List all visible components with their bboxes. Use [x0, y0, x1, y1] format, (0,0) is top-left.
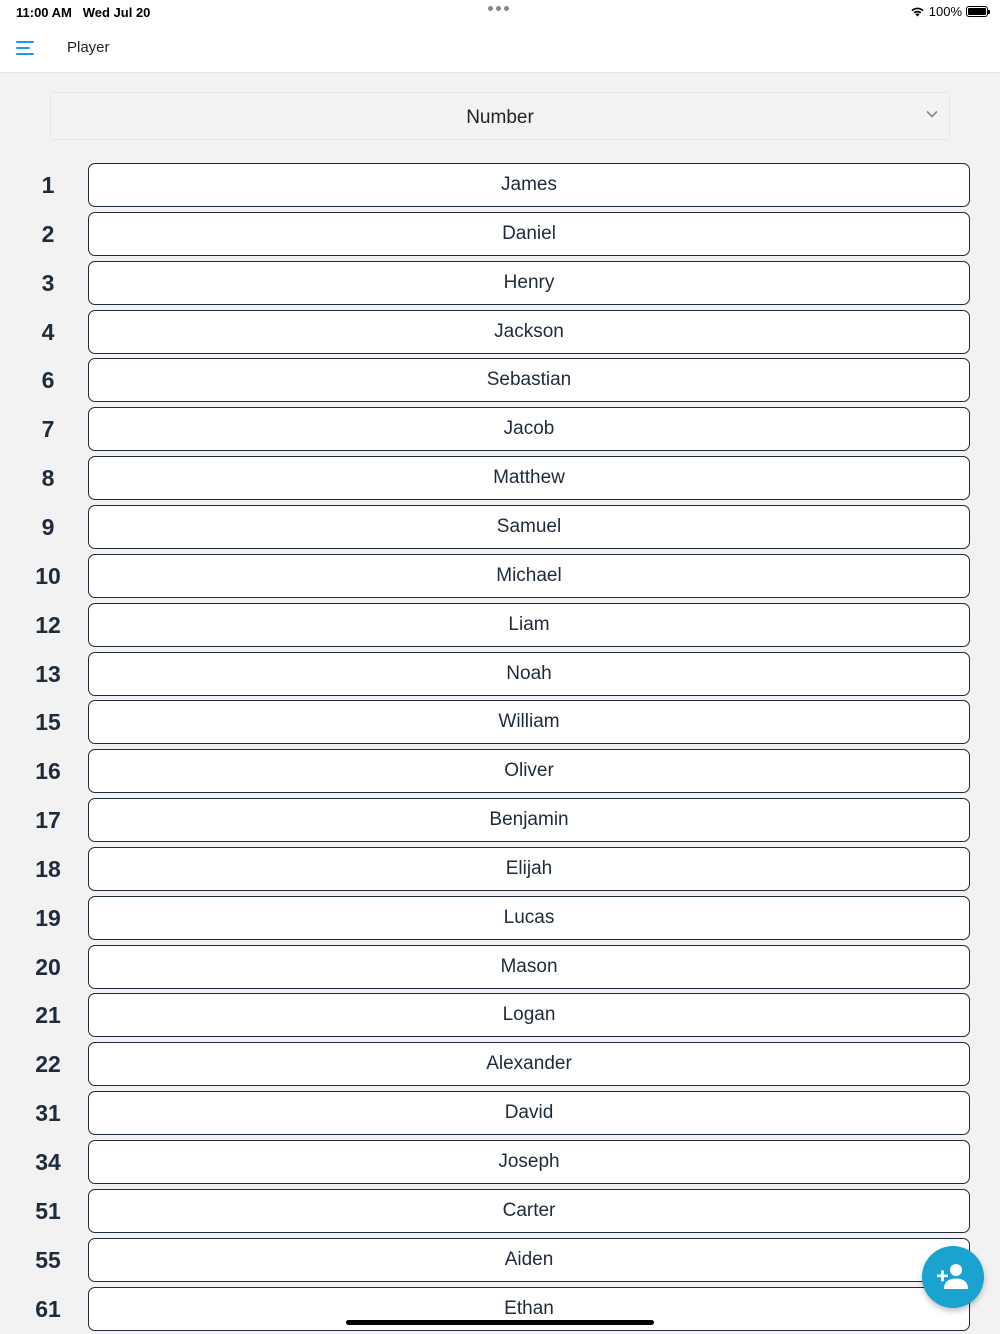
player-number: 7: [41, 416, 55, 443]
player-row: [0, 749, 1000, 794]
battery-percent: 100%: [928, 4, 962, 19]
player-name-button[interactable]: Carter: [88, 1189, 970, 1233]
player-row: [0, 945, 1000, 990]
status-indicators: [910, 4, 988, 19]
player-number: 9: [41, 513, 55, 540]
player-number: 18: [35, 855, 61, 882]
player-name-button[interactable]: Daniel: [88, 212, 970, 256]
player-number: 34: [35, 1149, 61, 1175]
player-number: 1: [41, 172, 55, 198]
player-row: [0, 603, 1000, 648]
player-row: [0, 310, 1000, 355]
add-person-icon: [937, 1262, 969, 1292]
player-name-button[interactable]: Jackson: [88, 310, 970, 354]
sort-dropdown-value: Number: [466, 107, 534, 128]
player-name-button[interactable]: Elijah: [88, 847, 970, 891]
player-number: 55: [35, 1246, 61, 1273]
player-name-button[interactable]: Liam: [88, 603, 970, 647]
player-row: [0, 212, 1000, 257]
player-name-button[interactable]: Henry: [88, 261, 970, 305]
player-number: 4: [41, 318, 55, 345]
player-number: 10: [35, 562, 61, 589]
player-row: [0, 358, 1000, 403]
player-row: [0, 1189, 1000, 1234]
player-number: 12: [35, 611, 61, 638]
player-number: 31: [35, 1100, 61, 1127]
player-row: [0, 456, 1000, 501]
player-name-button[interactable]: Aiden: [88, 1238, 970, 1282]
player-name-button[interactable]: Noah: [88, 652, 970, 696]
player-name-button[interactable]: Alexander: [88, 1042, 970, 1086]
player-name-button[interactable]: David: [88, 1091, 970, 1135]
player-name-button[interactable]: Ethan: [88, 1287, 970, 1331]
app-bar: [0, 24, 1000, 73]
status-date-text: Wed Jul 20: [82, 5, 151, 20]
player-name-button[interactable]: James: [88, 163, 970, 207]
chevron-down-icon: [925, 107, 939, 121]
player-row: [0, 798, 1000, 843]
player-number: 61: [35, 1295, 61, 1322]
multitasking-dots-icon[interactable]: [488, 6, 509, 11]
player-name-button[interactable]: Lucas: [88, 896, 970, 940]
player-name-button[interactable]: Matthew: [88, 456, 970, 500]
player-row: [0, 896, 1000, 941]
page-title: Player: [67, 39, 110, 56]
player-row: [0, 1091, 1000, 1136]
player-number: 22: [35, 1051, 61, 1078]
status-time-text: 11:00 AM: [16, 5, 72, 20]
player-number: 21: [35, 1002, 61, 1029]
status-time: [16, 5, 150, 20]
player-row: [0, 1238, 1000, 1283]
player-row: [0, 700, 1000, 745]
player-name-button[interactable]: Benjamin: [88, 798, 970, 842]
player-row: [0, 847, 1000, 892]
player-row: [0, 505, 1000, 550]
player-name-button[interactable]: Sebastian: [88, 358, 970, 402]
player-name-button[interactable]: Oliver: [88, 749, 970, 793]
player-name-button[interactable]: Joseph: [88, 1140, 970, 1184]
player-name-button[interactable]: Samuel: [88, 505, 970, 549]
player-name-button[interactable]: Michael: [88, 554, 970, 598]
player-number: 19: [35, 904, 61, 931]
player-number: 13: [35, 660, 61, 687]
player-row: [0, 163, 1000, 208]
wifi-icon: [910, 6, 925, 17]
player-number: 51: [35, 1197, 61, 1224]
player-number: 20: [35, 953, 61, 980]
player-row: [0, 1042, 1000, 1087]
player-name-button[interactable]: Logan: [88, 993, 970, 1037]
player-row: [0, 993, 1000, 1038]
player-number: 8: [41, 465, 55, 492]
add-player-button[interactable]: [922, 1246, 984, 1308]
player-number: 2: [41, 220, 55, 247]
player-number: 3: [41, 269, 55, 296]
player-row: [0, 554, 1000, 599]
menu-icon[interactable]: [16, 40, 36, 56]
player-name-button[interactable]: Mason: [88, 945, 970, 989]
status-bar: [0, 0, 1000, 24]
player-row: [0, 1140, 1000, 1185]
player-number: 6: [41, 367, 55, 394]
player-name-button[interactable]: Jacob: [88, 407, 970, 451]
player-number: 15: [35, 709, 61, 736]
player-name-button[interactable]: William: [88, 700, 970, 744]
player-number: 17: [35, 807, 61, 834]
player-row: [0, 261, 1000, 306]
player-row: [0, 652, 1000, 697]
battery-icon: [966, 6, 988, 17]
player-row: [0, 407, 1000, 452]
home-indicator: [346, 1320, 654, 1325]
sort-dropdown[interactable]: [50, 92, 950, 140]
player-number: 16: [35, 758, 61, 785]
